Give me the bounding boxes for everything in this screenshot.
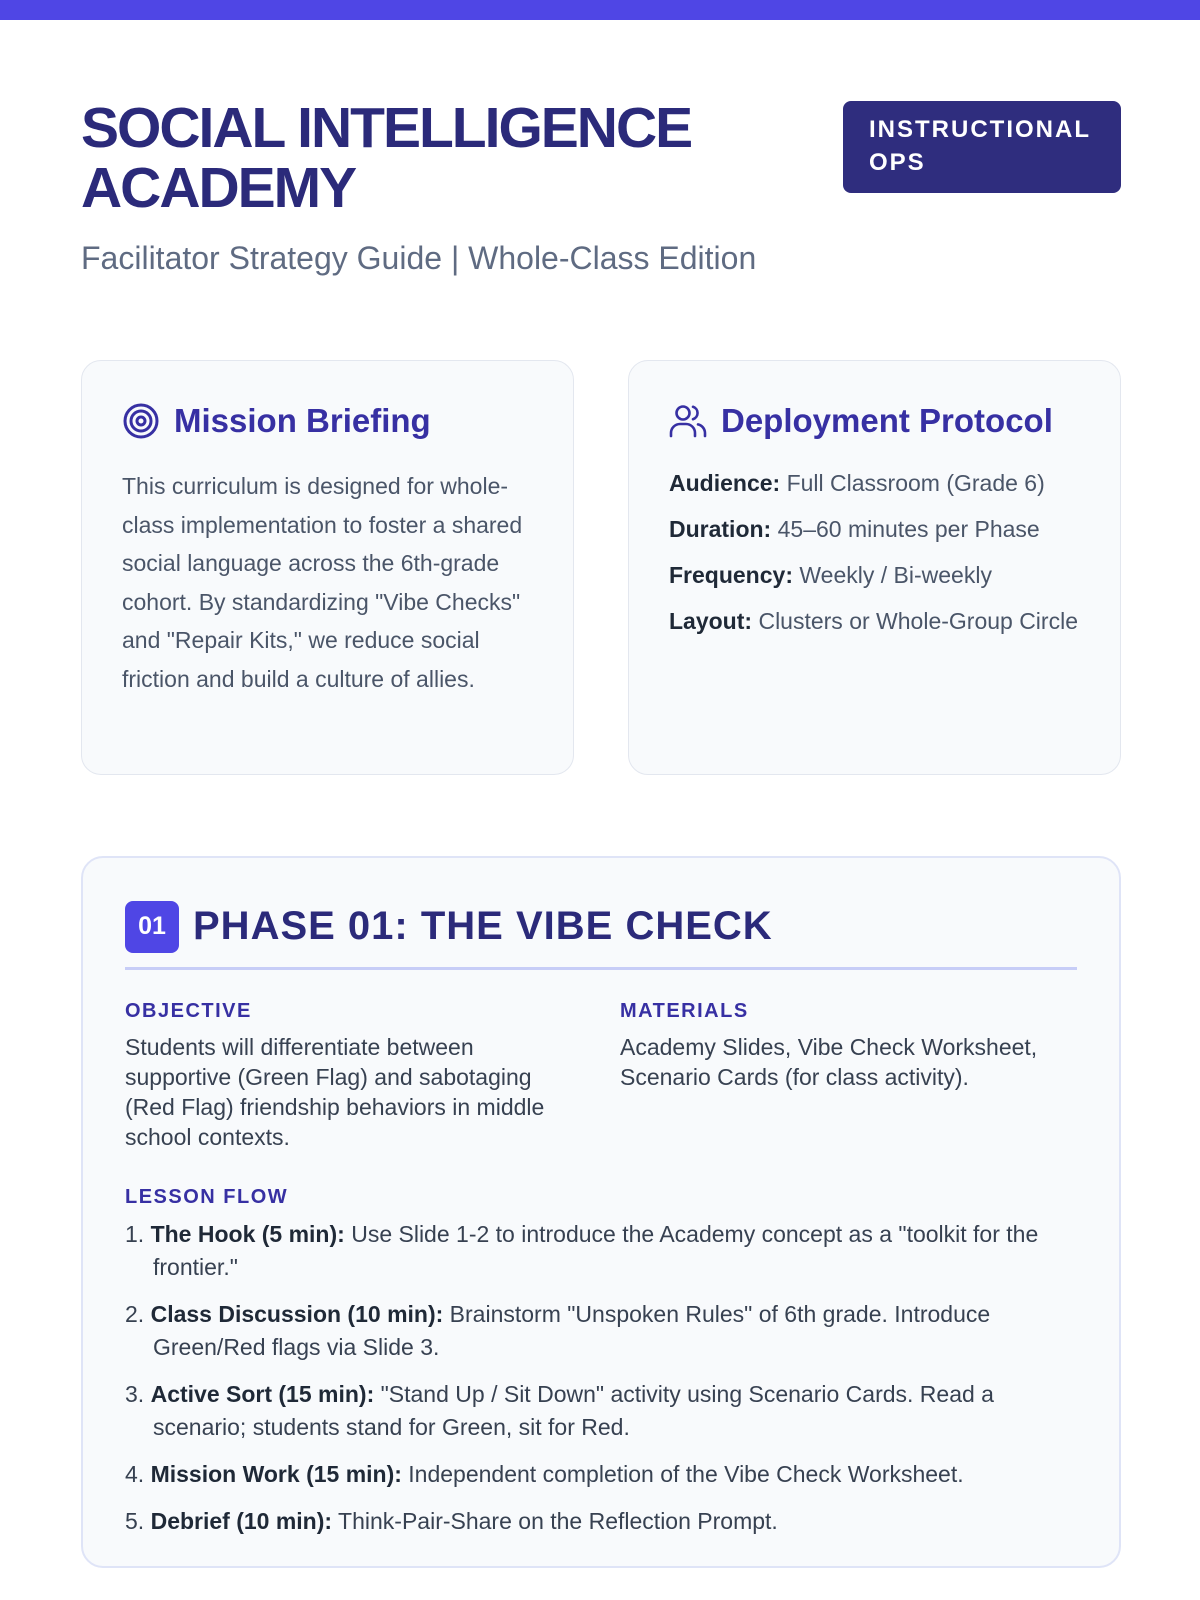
deployment-protocol-card <box>628 360 1121 775</box>
list-item: 1. The Hook (5 min): Use Slide 1-2 to introduce the Academy concept as a "toolkit for the frontier." <box>125 1221 1039 1280</box>
target-icon <box>122 402 160 440</box>
list-item: 4. Mission Work (15 min): Independent completion of the Vibe Check Worksheet. <box>125 1461 964 1487</box>
lesson-flow-section <box>125 1184 1077 1538</box>
deployment-protocol-title: Deployment Protocol <box>721 402 1053 439</box>
phase-title: PHASE 01: THE VIBE CHECK <box>193 904 773 948</box>
deployment-row-duration: Duration: 45–60 minutes per Phase <box>669 516 1040 542</box>
badge-line-1: INSTRUCTIONAL <box>869 116 1091 143</box>
list-item: 5. Debrief (10 min): Think-Pair-Share on the Reflection Prompt. <box>125 1508 778 1534</box>
deployment-row-layout: Layout: Clusters or Whole-Group Circle <box>669 608 1078 634</box>
phase-info-columns <box>125 998 1077 1152</box>
instructional-ops-badge <box>843 101 1121 193</box>
page-header <box>81 98 1121 288</box>
phase-header <box>125 900 1077 970</box>
mission-briefing-title: Mission Briefing <box>174 402 431 439</box>
page-title: SOCIAL INTELLIGENCE ACADEMY <box>81 96 692 220</box>
users-icon <box>669 402 707 440</box>
mission-briefing-header <box>122 401 533 441</box>
mission-briefing-card <box>81 360 574 775</box>
page-subtitle: Facilitator Strategy Guide | Whole-Class Edition <box>81 240 757 276</box>
phase-01-card <box>81 856 1121 1568</box>
top-accent-bar <box>0 0 1200 20</box>
objective-section <box>125 998 582 1152</box>
deployment-row-frequency: Frequency: Weekly / Bi-weekly <box>669 562 992 588</box>
objective-label: OBJECTIVE <box>125 1000 252 1022</box>
deployment-details-list <box>669 467 1080 638</box>
lesson-flow-label: LESSON FLOW <box>125 1186 289 1208</box>
materials-label: MATERIALS <box>620 1000 749 1022</box>
mission-briefing-text: This curriculum is designed for whole-class implementation to foster a shared social language across the 6th-grade cohort. By standardizing "Vibe Checks" and "Repair Kits," we reduce social friction and build a culture of allies. <box>122 473 523 692</box>
deployment-row-audience: Audience: Full Classroom (Grade 6) <box>669 470 1045 496</box>
materials-text: Academy Slides, Vibe Check Worksheet, Scenario Cards (for class activity). <box>620 1034 1038 1090</box>
deployment-protocol-header <box>669 401 1080 441</box>
list-item: 3. Active Sort (15 min): "Stand Up / Sit Down" activity using Scenario Cards. Read a scenario; students stand for Green, sit for Red. <box>125 1381 994 1440</box>
materials-section <box>620 998 1077 1152</box>
lesson-flow-list <box>125 1218 1077 1538</box>
objective-text: Students will differentiate between supportive (Green Flag) and sabotaging (Red Flag) friendship behaviors in middle school contexts. <box>125 1034 545 1150</box>
list-item: 2. Class Discussion (10 min): Brainstorm "Unspoken Rules" of 6th grade. Introduce Green/Red flags via Slide 3. <box>125 1301 991 1360</box>
phase-number-badge: 01 <box>125 901 179 953</box>
badge-line-2: OPS <box>869 149 926 176</box>
